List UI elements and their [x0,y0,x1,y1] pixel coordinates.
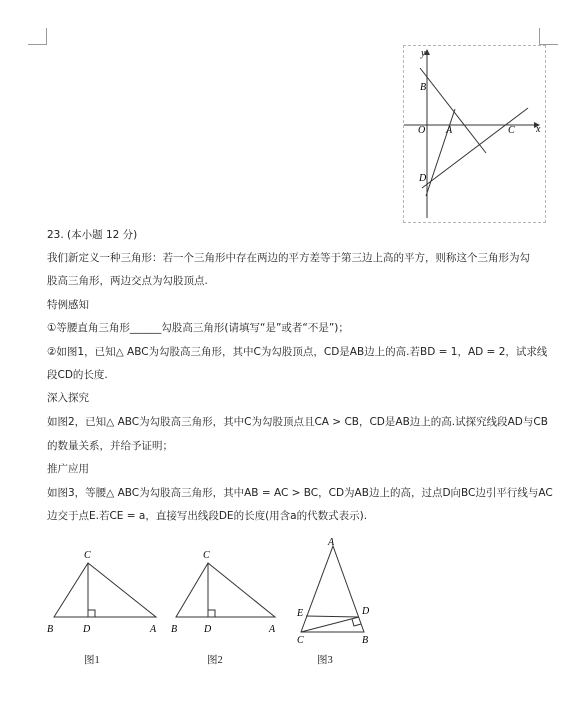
fig2-label-c: C [203,550,210,561]
fig3-label-a: A [328,537,335,548]
figure-2 [168,540,288,640]
section-application: 推广应用 [47,463,89,475]
fig1-label-c: C [84,550,91,561]
crop-mark-left-h [28,44,46,45]
fig1-label-b: B [47,624,54,635]
question-1: ①等腰直角三角形______勾股高三角形(请填写“是”或者“不是”)； [47,322,349,334]
problem-line-1: 我们新定义一种三角形：若一个三角形中存在两边的平方差等于第三边上高的平方，则称这个三角形为勾 [47,252,530,264]
origin-label: O [418,125,426,136]
figure-2-caption: 图2 [207,655,223,666]
fig1-label-d: D [83,624,91,635]
fig3-label-b: B [362,635,369,646]
figure-3-caption: 图3 [317,655,333,666]
figure-1-caption: 图1 [84,655,100,666]
fig2-label-a: A [269,624,276,635]
fig2-label-d: D [204,624,212,635]
fig1-label-a: A [150,624,157,635]
fig3-label-d: D [362,606,370,617]
line-ad [426,109,455,196]
crop-mark-right-v [539,28,540,45]
question-2-cont: 段CD的长度. [47,369,108,381]
fig3-label-c: C [297,635,304,646]
fig2-label-b: B [171,624,178,635]
axis-x-label: x [536,124,541,135]
point-d-label: D [419,173,427,184]
figure-3 [288,535,384,650]
line-dc [422,108,528,188]
fig3-label-e: E [297,608,304,619]
problem-heading: 23. (本小题 12 分) [47,229,138,241]
coordinate-figure-svg [404,46,547,224]
line-bd-extended [420,68,486,153]
point-c-label: C [508,125,515,136]
question-4: 如图3，等腰△ ABC为勾股高三角形，其中AB = AC > BC，CD为AB边上的高，过点D向BC边引平行线与AC [47,487,553,499]
crop-mark-left-v [46,28,47,45]
section-special-case: 特例感知 [47,299,89,311]
axis-y-label: y [421,48,426,59]
question-3: 如图2，已知△ ABC为勾股高三角形，其中C为勾股顶点且CA > CB，CD是AB边上的高.试探究线段AD与CB [47,416,548,428]
problem-line-2: 股高三角形，两边交点为勾股顶点. [47,275,208,287]
point-b-label: B [420,82,427,93]
point-a-label: A [446,125,453,136]
question-2: ②如图1，已知△ ABC为勾股高三角形，其中C为勾股顶点，CD是AB边上的高.若BD = 1，AD = 2，试求线 [47,346,548,358]
coordinate-figure [403,45,546,223]
figure-1 [40,540,170,640]
question-3-cont: 的数量关系，并给予证明； [47,440,173,452]
section-deep-explore: 深入探究 [47,392,89,404]
question-4-cont: 边交于点E.若CE = a，直接写出线段DE的长度(用含a的代数式表示). [47,510,368,522]
